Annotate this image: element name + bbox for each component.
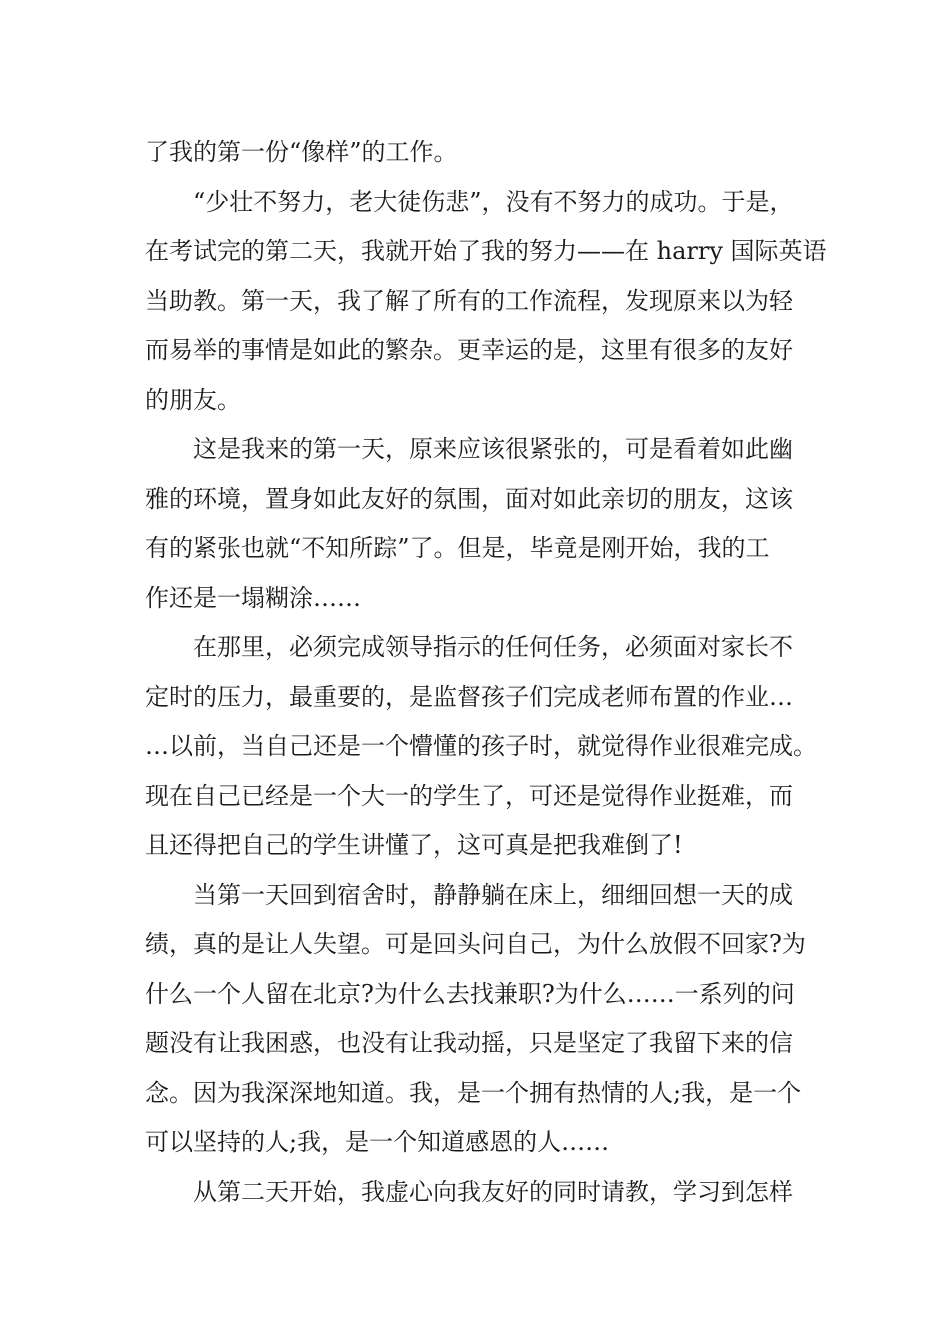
text-line: 有的紧张也就“不知所踪”了。但是，毕竟是刚开始，我的工	[145, 534, 770, 562]
text-line: 在考试完的第二天，我就开始了我的努力——在 harry 国际英语	[145, 237, 827, 265]
paragraph-start-line: 在那里，必须完成领导指示的任何任务，必须面对家长不	[193, 633, 793, 661]
text-line: 现在自己已经是一个大一的学生了，可还是觉得作业挺难，而	[145, 781, 793, 810]
text-line: 当助教。第一天，我了解了所有的工作流程，发现原来以为轻	[145, 286, 793, 315]
text-line: 而易举的事情是如此的繁杂。更幸运的是，这里有很多的友好	[145, 336, 793, 364]
text-line: 雅的环境，置身如此友好的氛围，面对如此亲切的朋友，这该	[145, 484, 793, 513]
text-line: 可以坚持的人;我，是一个知道感恩的人……	[145, 1128, 610, 1156]
text-line: 了我的第一份“像样”的工作。	[145, 138, 458, 166]
text-line: 题没有让我困惑，也没有让我动摇，只是坚定了我留下来的信	[145, 1029, 793, 1057]
text-line: 绩，真的是让人失望。可是回头问自己，为什么放假不回家?为	[145, 930, 806, 958]
paragraph-start-line: “少壮不努力，老大徒伤悲”，没有不努力的成功。于是，	[193, 187, 794, 216]
text-line: 定时的压力，最重要的，是监督孩子们完成老师布置的作业…	[145, 682, 793, 711]
paragraph-start-line: 从第二天开始，我虚心向我友好的同时请教，学习到怎样	[193, 1177, 793, 1206]
text-line: …以前，当自己还是一个懵懂的孩子时，就觉得作业很难完成。	[145, 732, 817, 760]
text-line: 什么一个人留在北京?为什么去找兼职?为什么……一系列的问	[145, 979, 795, 1008]
text-line: 且还得把自己的学生讲懂了，这可真是把我难倒了!	[145, 831, 683, 859]
text-line: 念。因为我深深地知道。我，是一个拥有热情的人;我，是一个	[145, 1078, 802, 1107]
paragraph-start-line: 当第一天回到宿舍时，静静躺在床上，细细回想一天的成	[193, 880, 793, 909]
paragraph-start-line: 这是我来的第一天，原来应该很紧张的，可是看着如此幽	[193, 435, 793, 463]
text-line: 的朋友。	[145, 385, 241, 414]
body-text	[145, 128, 835, 1217]
text-line: 作还是一塌糊涂……	[145, 583, 361, 612]
